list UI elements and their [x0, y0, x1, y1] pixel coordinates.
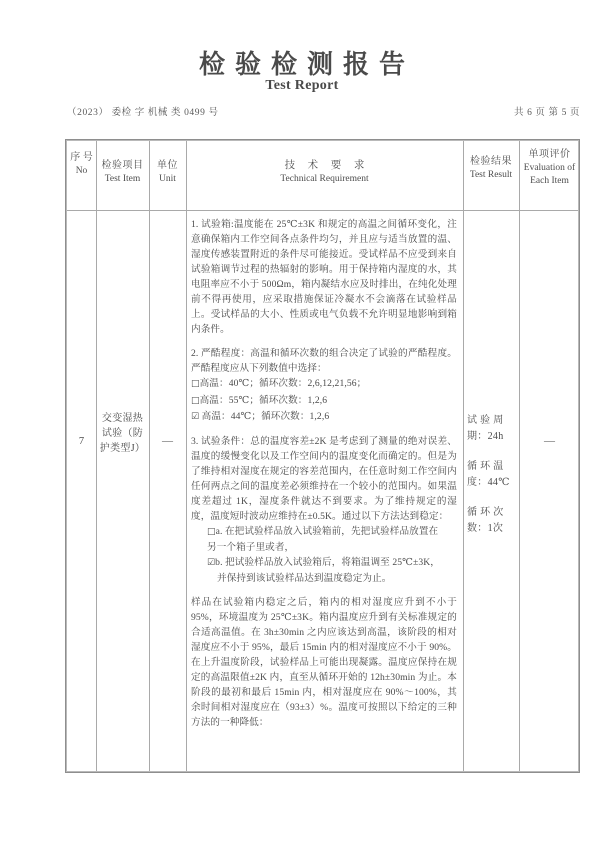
column-header-test-result-en: Test Result	[469, 169, 513, 180]
checkbox-unchecked-icon[interactable]: □	[191, 395, 200, 406]
severity-option-1[interactable]	[191, 376, 457, 392]
column-header-no	[67, 151, 96, 179]
column-header-test-result	[463, 155, 519, 182]
checkbox-checked-icon[interactable]: ☑	[191, 411, 200, 422]
severity-option-2-label: 高温：55℃；循环次数：1,2,6	[199, 394, 328, 406]
column-header-unit-cn: 单位	[157, 160, 178, 171]
cell-test-result	[467, 413, 517, 537]
page-number: 共 6 页 第 5 页	[514, 108, 580, 118]
column-header-technical-requirement	[186, 159, 463, 186]
column-header-technical-requirement-en: Technical Requirement	[280, 173, 369, 184]
requirement-paragraph-1: 1. 试验箱:温度能在 25℃±3K 和规定的高温之间循环变化，注意确保箱内工作空间各点条件均匀，并且应与适当放置的温、湿度传感装置附近的条件尽可能接近。受试样品不应受到来自试验箱调节过程的热辐射的影响。用于保持箱内湿度的水，其电阻率应不小于 500Ωm，箱内凝结水应及时排出，在纯化处理前不得再使用，应采取措施保证冷凝水不会滴落在试验样品上。受试样品的大小、性质或电气负载不允许明显地影响到箱内条件。	[191, 219, 457, 336]
test-result-line: 数：1次	[467, 523, 504, 534]
report-number: （2023） 委检 字 机械 类 0499 号	[67, 108, 219, 118]
column-divider	[463, 141, 464, 771]
column-divider	[96, 141, 97, 771]
severity-option-1-label: 高温：40℃；循环次数：2,6,12,21,56；	[199, 378, 367, 390]
results-table	[65, 139, 580, 773]
column-header-no-cn: 序 号	[70, 152, 93, 163]
column-divider	[186, 141, 187, 771]
column-header-test-result-cn: 检验结果	[470, 156, 512, 167]
cell-unit: —	[162, 435, 173, 447]
column-header-unit-en: Unit	[159, 173, 176, 184]
checkbox-unchecked-icon[interactable]: □	[191, 379, 200, 390]
checkbox-checked-icon[interactable]: ☑	[207, 557, 216, 568]
cell-test-item: 交变湿热试验（防护类型J）	[99, 413, 146, 454]
column-header-evaluation-cn: 单项评价	[528, 149, 571, 160]
header-divider	[67, 210, 578, 211]
column-header-test-item-cn: 检验项目	[101, 160, 144, 171]
test-result-line: 循 环 温	[467, 461, 504, 472]
cell-no: 7	[78, 436, 85, 447]
requirement-paragraph-3-intro: 3. 试验条件：总的温度容差±2K 是考虑到了测量的绝对误差、温度的缓慢变化以及工作空间内的温度变化而确定的。但是为了维持相对湿度在规定的容差范围内，在任意时刻工作空间内任何两点之间的温度差必须维持在一个较小的范围内。如果温度差超过 1K，湿度条件就达不到要求。为了维持规定的湿度，温度短时波动应维持在±0.5K。通过以下方法达到稳定：	[191, 435, 457, 522]
column-header-test-item	[96, 159, 149, 186]
stabilization-option-a[interactable]	[191, 524, 457, 540]
test-result-line: 度：44℃	[467, 477, 510, 488]
cell-technical-requirement	[191, 217, 457, 740]
page-title: 检验检测报告	[198, 50, 415, 79]
column-header-test-item-en: Test Item	[104, 173, 141, 184]
cell-evaluation: —	[544, 435, 555, 447]
column-header-no-en: No	[75, 166, 88, 176]
stabilization-option-b[interactable]	[191, 555, 457, 571]
checkbox-unchecked-icon[interactable]: □	[207, 526, 216, 537]
requirement-paragraph-2-intro: 2. 严酷程度：高温和循环次数的组合决定了试验的严酷程度。严酷程度应从下列数值中选择：	[191, 348, 457, 375]
severity-option-3[interactable]	[191, 409, 457, 425]
column-header-evaluation	[519, 148, 580, 188]
column-divider	[149, 141, 150, 771]
test-result-line: 试 验 周	[467, 415, 504, 426]
page-subtitle: Test Report	[265, 78, 339, 93]
requirement-paragraph-4: 样品在试验箱内稳定之后，箱内的相对湿度应升到不小于 95%，环境温度为 25℃±3K。箱内温度应升到有关标准规定的合适高温值。在 3h±30min 之内应该达到高温，该阶段的相对湿度应不小于 95%，最后 15min 内的相对湿度应不小于 90%。在上升温度阶段，试验样品上可能出现凝露。温度应保持在规定的高温限值±2K 内，直至从循环开始的 12h±30min 为止。本阶段的最初和最后 15min 内，相对湿度应在 90%～100%，其余时间相对湿度应在（93±3）%。温度可按照以下给定的三种方法的一种降低：	[191, 597, 457, 729]
column-header-evaluation-en: Evaluation of Each Item	[523, 162, 576, 186]
severity-option-3-label: 高温：44℃；循环次数：1,2,6	[199, 410, 330, 422]
stabilization-option-a-label: a. 在把试验样品放入试验箱前，先把试验样品放置在	[215, 525, 439, 537]
stabilization-option-b-cont: 并保持到该试验样品达到温度稳定为止。	[217, 573, 392, 585]
column-header-technical-requirement-cn: 技 术 要 求	[284, 160, 370, 171]
test-result-line: 期：24h	[467, 431, 504, 442]
stabilization-option-b-label: b. 把试验样品放入试验箱后，将箱温调至 25℃±3K，	[215, 556, 440, 568]
stabilization-option-a-cont: 另一个箱子里或者，	[207, 541, 295, 553]
column-divider	[519, 141, 520, 771]
column-header-unit	[149, 159, 186, 186]
test-result-line: 循 环 次	[467, 507, 504, 518]
severity-option-2[interactable]	[191, 393, 457, 409]
